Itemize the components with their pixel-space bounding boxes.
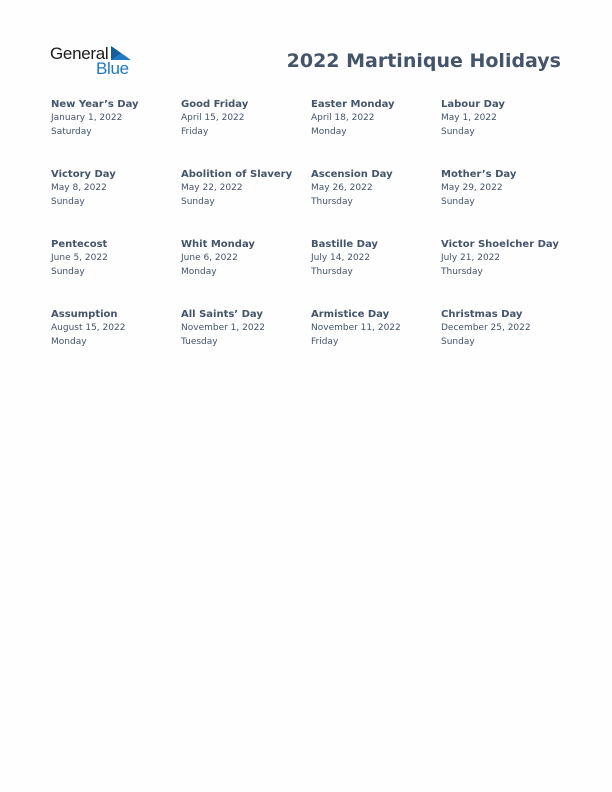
holiday-name: Victor Shoelcher Day [441,239,559,250]
holiday-date: November 11, 2022 [311,323,401,333]
holiday-name: Easter Monday [311,99,395,110]
holiday-weekday: Thursday [311,266,353,277]
holiday-weekday: Friday [181,126,209,137]
holiday-name: Ascension Day [311,169,393,180]
holiday-date: June 6, 2022 [181,253,238,263]
holiday-date: July 14, 2022 [311,253,371,263]
holiday-weekday: Thursday [441,266,483,277]
logo-text-general: General [50,44,109,63]
holiday-date: January 1, 2022 [51,113,123,123]
holiday-name: Armistice Day [311,309,390,320]
holiday-date: May 8, 2022 [51,183,107,193]
holiday-entry [311,238,441,308]
holiday-name: Assumption [51,309,118,320]
holiday-name: Bastille Day [311,239,378,250]
holiday-weekday: Sunday [51,196,85,207]
holiday-name: Victory Day [51,169,116,180]
holiday-weekday: Sunday [441,196,475,207]
holiday-entry [311,308,441,378]
holiday-name: Labour Day [441,99,505,110]
holiday-name: Whit Monday [181,239,255,250]
holiday-date: April 15, 2022 [181,113,245,123]
holiday-weekday: Saturday [51,126,92,137]
holiday-name: Abolition of Slavery [181,169,293,180]
holiday-date: June 5, 2022 [51,253,108,263]
holiday-name: Pentecost [51,239,108,250]
holiday-weekday: Tuesday [181,336,218,347]
blue-triangle-flag-icon [111,46,131,60]
holiday-name: Christmas Day [441,309,523,320]
holiday-weekday: Sunday [441,126,475,137]
logo-text-blue: Blue [96,59,129,78]
holiday-date: May 1, 2022 [441,113,497,123]
holiday-weekday: Sunday [181,196,215,207]
holiday-grid [51,98,571,378]
holiday-entry [181,98,311,168]
holiday-name: All Saints’ Day [181,309,263,320]
holiday-entry [51,308,181,378]
holiday-weekday: Monday [51,336,87,347]
holiday-entry [311,98,441,168]
holiday-date: May 22, 2022 [181,183,243,193]
holiday-date: May 26, 2022 [311,183,373,193]
holiday-weekday: Sunday [51,266,85,277]
page-title: 2022 Martinique Holidays [286,50,561,72]
holiday-weekday: Monday [181,266,217,277]
holiday-name: Mother’s Day [441,169,517,180]
holiday-entry [181,238,311,308]
holiday-entry [181,308,311,378]
holiday-weekday: Sunday [441,336,475,347]
holiday-weekday: Monday [311,126,347,137]
holiday-entry [441,98,571,168]
holiday-entry [441,238,571,308]
holiday-entry [311,168,441,238]
holiday-date: April 18, 2022 [311,113,375,123]
generalblue-logo [50,44,140,78]
holiday-date: July 21, 2022 [441,253,501,263]
holiday-date: November 1, 2022 [181,323,266,333]
holiday-entry [441,168,571,238]
holiday-name: Good Friday [181,99,249,110]
holiday-entry [51,98,181,168]
holiday-date: August 15, 2022 [51,323,126,333]
holiday-entry [51,168,181,238]
holiday-weekday: Thursday [311,196,353,207]
holiday-date: December 25, 2022 [441,323,531,333]
holiday-weekday: Friday [311,336,339,347]
holiday-entry [181,168,311,238]
holiday-entry [51,238,181,308]
holiday-entry [441,308,571,378]
holiday-name: New Year’s Day [51,99,139,110]
holiday-date: May 29, 2022 [441,183,503,193]
